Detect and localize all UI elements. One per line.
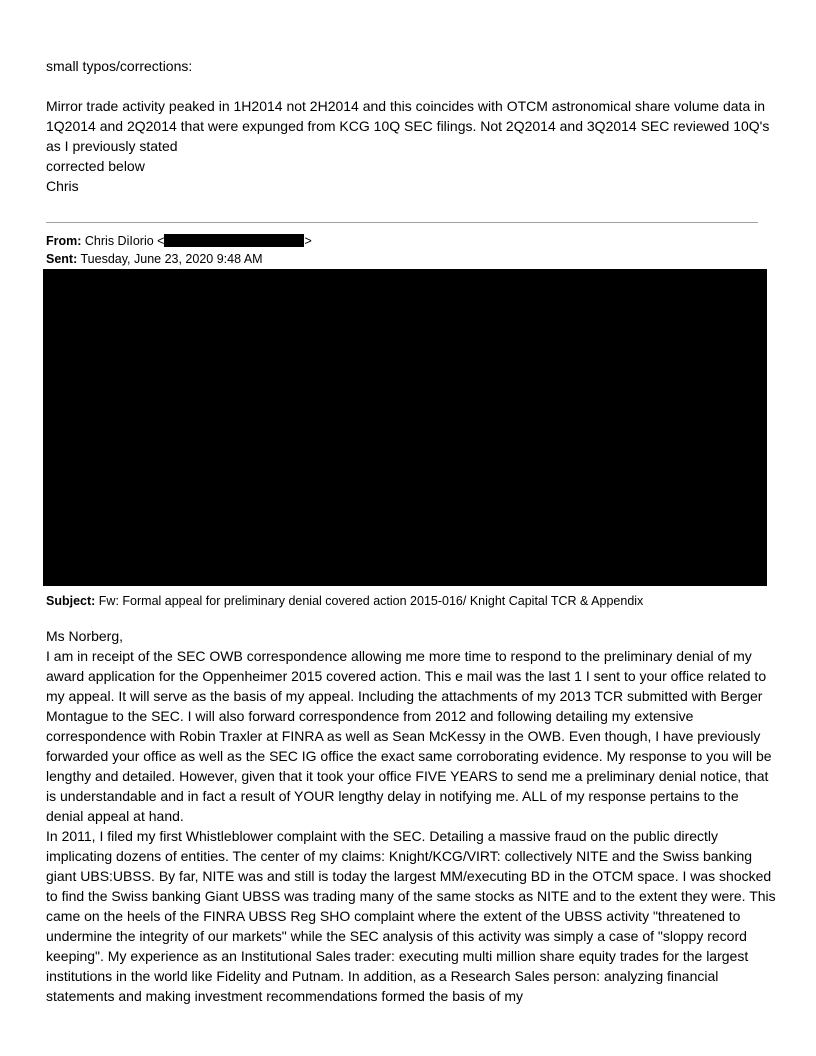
redaction-block bbox=[43, 269, 767, 586]
sent-label: Sent: bbox=[46, 252, 78, 266]
subject-label: Subject: bbox=[46, 594, 96, 608]
sent-line bbox=[46, 251, 263, 267]
note-signature: Chris bbox=[46, 178, 79, 194]
from-label: From: bbox=[46, 234, 82, 248]
subject-value: Fw: Formal appeal for preliminary denial covered action 2015-016/ Knight Capital TCR & Appendix bbox=[98, 594, 644, 608]
from-close: > bbox=[304, 234, 312, 248]
note-line2: corrected below bbox=[46, 158, 145, 174]
from-line bbox=[46, 233, 312, 249]
note-paragraph: Mirror trade activity peaked in 1H2014 not 2H2014 and this coincides with OTCM astronomical share volume data in 1Q2014 and 2Q2014 that were expunged from KCG 10Q SEC filings. Not 2Q2014 and 3Q2014 SEC reviewed 10Q's as I previously stated bbox=[46, 98, 770, 154]
body-paragraph-1: I am in receipt of the SEC OWB correspondence allowing me more time to respond to the preliminary denial of my award application for the Oppenheimer 2015 covered action. This e mail was the last 1 I sent to your office related to my appeal. It will serve as the basis of my appeal. Including the attachments of my 2013 TCR submitted with Berger Montague to the SEC. I will also forward correspondence from 2012 and following detailing my extensive correspondence with Robin Traxler at FINRA as well as Sean McKessy in the OWB. Even though, I have previously forwarded your office as well as the SEC IG office the exact same corroborating evidence. My response to you will be lengthy and detailed. However, given that it took your office FIVE YEARS to send me a preliminary denial notice, that is understandable and in fact a result of YOUR lengthy delay in notifying me. ALL of my response pertains to the denial appeal at hand. bbox=[46, 648, 772, 824]
redaction-email bbox=[164, 234, 304, 247]
note-heading: small typos/corrections: bbox=[46, 58, 193, 74]
sent-value: Tuesday, June 23, 2020 9:48 AM bbox=[80, 252, 263, 266]
salutation: Ms Norberg, bbox=[46, 628, 124, 644]
email-body bbox=[46, 626, 776, 1006]
note-block bbox=[46, 96, 776, 196]
separator-rule bbox=[46, 222, 758, 223]
subject-line bbox=[46, 593, 643, 609]
from-name: Chris DiIorio < bbox=[84, 234, 165, 248]
body-paragraph-2: In 2011, I filed my first Whistleblower complaint with the SEC. Detailing a massive fraud on the public directly implicating dozens of entities. The center of my claims: Knight/KCG/VIRT: collectively NITE and the Swiss banking giant UBS:UBSS. By far, NITE was and still is today the largest MM/executing BD in the OTCM space. I was shocked to find the Swiss banking Giant UBSS was trading many of the same stocks as NITE and to the extent they were. This came on the heels of the FINRA UBSS Reg SHO complaint where the extent of the UBSS activity "threatened to undermine the integrity of our markets" while the SEC analysis of this activity was simply a case of "sloppy record keeping". My experience as an Institutional Sales trader: executing multi million share equity trades for the largest institutions in the world like Fidelity and Putnam. In addition, as a Research Sales person: analyzing financial statements and making investment recommendations formed the basis of my bbox=[46, 828, 776, 1004]
